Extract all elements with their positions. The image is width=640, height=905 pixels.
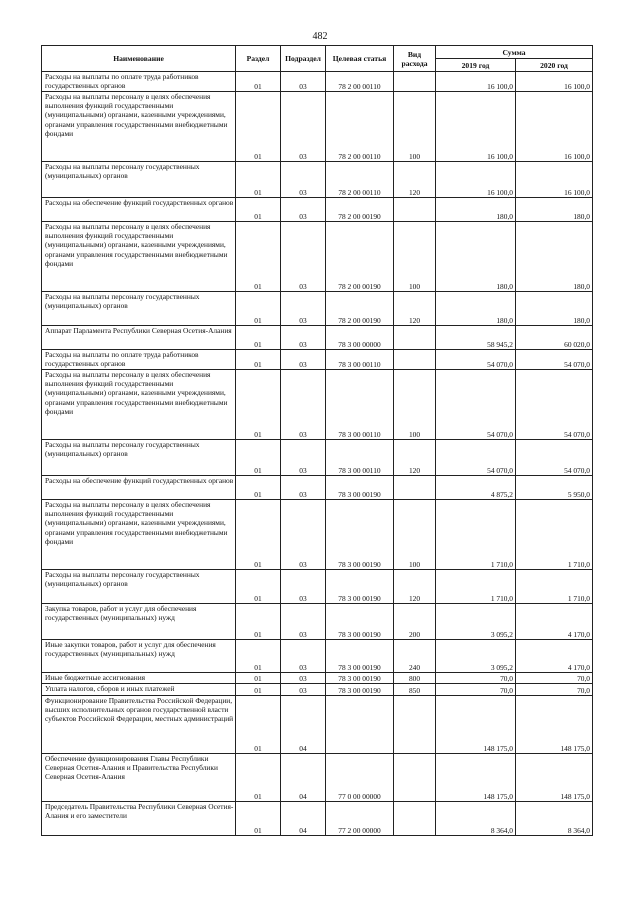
row-expense-type: 100 <box>394 500 436 570</box>
row-expense-type <box>394 72 436 92</box>
row-article: 78 3 00 00000 <box>326 326 394 350</box>
row-article: 77 0 00 00000 <box>326 754 394 802</box>
row-article: 78 3 00 00190 <box>326 604 394 640</box>
row-article: 78 3 00 00110 <box>326 350 394 370</box>
row-sum-2020: 16 100,0 <box>516 92 593 162</box>
row-sum-2020: 1 710,0 <box>516 570 593 604</box>
row-section: 01 <box>236 684 281 696</box>
row-article: 78 3 00 00190 <box>326 570 394 604</box>
row-sum-2019: 1 710,0 <box>436 570 516 604</box>
table-row <box>42 222 593 292</box>
table-row <box>42 370 593 440</box>
row-subsection: 03 <box>281 292 326 326</box>
row-sum-2020: 70,0 <box>516 684 593 696</box>
table-row <box>42 198 593 222</box>
row-name: Функционирование Правительства Российской Федерации, высших исполнительных органов государственной власти субъектов Российской Федерации, местных администраций <box>42 696 236 754</box>
header-sum: Сумма <box>436 46 593 59</box>
row-expense-type <box>394 696 436 754</box>
row-section: 01 <box>236 673 281 684</box>
row-sum-2019: 180,0 <box>436 198 516 222</box>
table-row <box>42 292 593 326</box>
row-section: 01 <box>236 570 281 604</box>
row-name: Иные закупки товаров, работ и услуг для обеспечения государственных (муниципальных) нужд <box>42 640 236 673</box>
row-sum-2020: 180,0 <box>516 292 593 326</box>
row-subsection: 03 <box>281 476 326 500</box>
row-sum-2019: 4 875,2 <box>436 476 516 500</box>
row-sum-2020: 54 070,0 <box>516 370 593 440</box>
header-expense-type: Вид расхода <box>394 46 436 72</box>
row-subsection: 04 <box>281 696 326 754</box>
row-sum-2019: 70,0 <box>436 684 516 696</box>
header-2019: 2019 год <box>436 59 516 72</box>
row-article: 78 3 00 00190 <box>326 476 394 500</box>
row-name: Расходы на выплаты персоналу в целях обеспечения выполнения функций государственными (муниципальными) органами, казенными учреждениями, органами управления государственными внебюджетными фондами <box>42 500 236 570</box>
row-section: 01 <box>236 370 281 440</box>
row-expense-type: 120 <box>394 570 436 604</box>
row-name: Расходы на выплаты персоналу в целях обеспечения выполнения функций государственными (муниципальными) органами, казенными учреждениями, органами управления государственными внебюджетными фондами <box>42 92 236 162</box>
row-expense-type: 850 <box>394 684 436 696</box>
row-subsection: 04 <box>281 754 326 802</box>
row-sum-2020: 16 100,0 <box>516 72 593 92</box>
row-subsection: 03 <box>281 198 326 222</box>
row-section: 01 <box>236 222 281 292</box>
header-2020: 2020 год <box>516 59 593 72</box>
header-subsection: Подраздел <box>281 46 326 72</box>
row-name: Уплата налогов, сборов и иных платежей <box>42 684 236 696</box>
row-sum-2020: 54 070,0 <box>516 440 593 476</box>
row-sum-2019: 54 070,0 <box>436 370 516 440</box>
row-article <box>326 696 394 754</box>
row-section: 01 <box>236 162 281 198</box>
row-name: Иные бюджетные ассигнования <box>42 673 236 684</box>
row-article: 77 2 00 00000 <box>326 802 394 836</box>
row-sum-2019: 3 095,2 <box>436 604 516 640</box>
row-expense-type <box>394 326 436 350</box>
table-row <box>42 684 593 696</box>
row-expense-type <box>394 754 436 802</box>
row-section: 01 <box>236 92 281 162</box>
row-expense-type <box>394 350 436 370</box>
row-sum-2020: 4 170,0 <box>516 640 593 673</box>
table-row <box>42 754 593 802</box>
row-section: 01 <box>236 350 281 370</box>
row-name: Расходы на выплаты по оплате труда работников государственных органов <box>42 350 236 370</box>
row-section: 01 <box>236 476 281 500</box>
row-expense-type: 200 <box>394 604 436 640</box>
row-article: 78 2 00 00190 <box>326 222 394 292</box>
row-article: 78 3 00 00110 <box>326 370 394 440</box>
row-expense-type <box>394 802 436 836</box>
row-sum-2020: 180,0 <box>516 198 593 222</box>
row-section: 01 <box>236 198 281 222</box>
table-row <box>42 696 593 754</box>
row-name: Расходы на выплаты персоналу государственных (муниципальных) органов <box>42 570 236 604</box>
row-sum-2020: 16 100,0 <box>516 162 593 198</box>
row-name: Закупка товаров, работ и услуг для обеспечения государственных (муниципальных) нужд <box>42 604 236 640</box>
row-section: 01 <box>236 72 281 92</box>
row-article: 78 2 00 00110 <box>326 162 394 198</box>
row-name: Расходы на выплаты персоналу в целях обеспечения выполнения функций государственными (муниципальными) органами, казенными учреждениями, органами управления государственными внебюджетными фондами <box>42 370 236 440</box>
header-section: Раздел <box>236 46 281 72</box>
row-expense-type: 100 <box>394 370 436 440</box>
row-article: 78 3 00 00190 <box>326 640 394 673</box>
row-sum-2020: 54 070,0 <box>516 350 593 370</box>
row-subsection: 03 <box>281 222 326 292</box>
row-article: 78 3 00 00110 <box>326 440 394 476</box>
row-sum-2019: 58 945,2 <box>436 326 516 350</box>
row-name: Расходы на выплаты персоналу в целях обеспечения выполнения функций государственными (муниципальными) органами, казенными учреждениями, органами управления государственными внебюджетными фондами <box>42 222 236 292</box>
row-expense-type: 800 <box>394 673 436 684</box>
row-name: Расходы на выплаты персоналу государственных (муниципальных) органов <box>42 162 236 198</box>
row-section: 01 <box>236 802 281 836</box>
row-name: Расходы на выплаты персоналу государственных (муниципальных) органов <box>42 292 236 326</box>
row-name: Расходы на выплаты персоналу государственных (муниципальных) органов <box>42 440 236 476</box>
table-header <box>42 46 593 72</box>
row-subsection: 03 <box>281 350 326 370</box>
table-row <box>42 162 593 198</box>
row-section: 01 <box>236 696 281 754</box>
row-sum-2020: 4 170,0 <box>516 604 593 640</box>
row-sum-2019: 180,0 <box>436 292 516 326</box>
row-expense-type <box>394 198 436 222</box>
row-expense-type: 100 <box>394 92 436 162</box>
table-row <box>42 640 593 673</box>
table-row <box>42 476 593 500</box>
row-sum-2019: 3 095,2 <box>436 640 516 673</box>
row-sum-2020: 148 175,0 <box>516 754 593 802</box>
table-row <box>42 604 593 640</box>
row-expense-type: 240 <box>394 640 436 673</box>
row-sum-2019: 180,0 <box>436 222 516 292</box>
row-name: Аппарат Парламента Республики Северная Осетия-Алания <box>42 326 236 350</box>
row-section: 01 <box>236 754 281 802</box>
budget-table <box>41 45 593 836</box>
row-subsection: 03 <box>281 684 326 696</box>
table-row <box>42 673 593 684</box>
table-row <box>42 570 593 604</box>
row-subsection: 03 <box>281 370 326 440</box>
row-sum-2019: 54 070,0 <box>436 440 516 476</box>
table-row <box>42 92 593 162</box>
table-row <box>42 802 593 836</box>
row-subsection: 03 <box>281 604 326 640</box>
row-subsection: 03 <box>281 640 326 673</box>
row-article: 78 2 00 00190 <box>326 292 394 326</box>
row-section: 01 <box>236 292 281 326</box>
row-subsection: 03 <box>281 162 326 198</box>
row-expense-type: 120 <box>394 440 436 476</box>
row-sum-2020: 60 020,0 <box>516 326 593 350</box>
row-sum-2019: 16 100,0 <box>436 72 516 92</box>
table-row <box>42 350 593 370</box>
row-article: 78 3 00 00190 <box>326 500 394 570</box>
row-expense-type: 100 <box>394 222 436 292</box>
page-number: 482 <box>312 31 328 42</box>
row-subsection: 03 <box>281 570 326 604</box>
row-subsection: 03 <box>281 72 326 92</box>
row-sum-2020: 70,0 <box>516 673 593 684</box>
row-article: 78 2 00 00190 <box>326 198 394 222</box>
row-expense-type: 120 <box>394 292 436 326</box>
row-name: Обеспечение функционирования Главы Республики Северная Осетия-Алания и Правительства Республики Северная Осетия-Алания <box>42 754 236 802</box>
table-row <box>42 500 593 570</box>
row-section: 01 <box>236 326 281 350</box>
row-subsection: 03 <box>281 326 326 350</box>
header-name: Наименование <box>42 46 236 72</box>
row-sum-2019: 148 175,0 <box>436 696 516 754</box>
row-name: Председатель Правительства Республики Северная Осетия-Алания и его заместители <box>42 802 236 836</box>
row-sum-2020: 148 175,0 <box>516 696 593 754</box>
row-name: Расходы на обеспечение функций государственных органов <box>42 476 236 500</box>
row-sum-2020: 1 710,0 <box>516 500 593 570</box>
row-subsection: 03 <box>281 673 326 684</box>
header-article: Целевая статья <box>326 46 394 72</box>
row-article: 78 2 00 00110 <box>326 92 394 162</box>
row-subsection: 04 <box>281 802 326 836</box>
row-section: 01 <box>236 604 281 640</box>
row-sum-2019: 16 100,0 <box>436 92 516 162</box>
row-sum-2019: 70,0 <box>436 673 516 684</box>
row-section: 01 <box>236 640 281 673</box>
row-sum-2019: 8 364,0 <box>436 802 516 836</box>
table-row <box>42 440 593 476</box>
row-section: 01 <box>236 500 281 570</box>
row-section: 01 <box>236 440 281 476</box>
row-article: 78 3 00 00190 <box>326 684 394 696</box>
row-subsection: 03 <box>281 92 326 162</box>
table-body <box>42 72 593 836</box>
row-expense-type <box>394 476 436 500</box>
row-article: 78 3 00 00190 <box>326 673 394 684</box>
row-subsection: 03 <box>281 440 326 476</box>
row-sum-2019: 1 710,0 <box>436 500 516 570</box>
row-sum-2020: 180,0 <box>516 222 593 292</box>
row-subsection: 03 <box>281 500 326 570</box>
row-expense-type: 120 <box>394 162 436 198</box>
row-sum-2019: 54 070,0 <box>436 350 516 370</box>
row-article: 78 2 00 00110 <box>326 72 394 92</box>
row-name: Расходы на выплаты по оплате труда работников государственных органов <box>42 72 236 92</box>
table-row <box>42 72 593 92</box>
row-sum-2019: 16 100,0 <box>436 162 516 198</box>
row-sum-2019: 148 175,0 <box>436 754 516 802</box>
row-sum-2020: 5 950,0 <box>516 476 593 500</box>
table-row <box>42 326 593 350</box>
row-name: Расходы на обеспечение функций государственных органов <box>42 198 236 222</box>
row-sum-2020: 8 364,0 <box>516 802 593 836</box>
